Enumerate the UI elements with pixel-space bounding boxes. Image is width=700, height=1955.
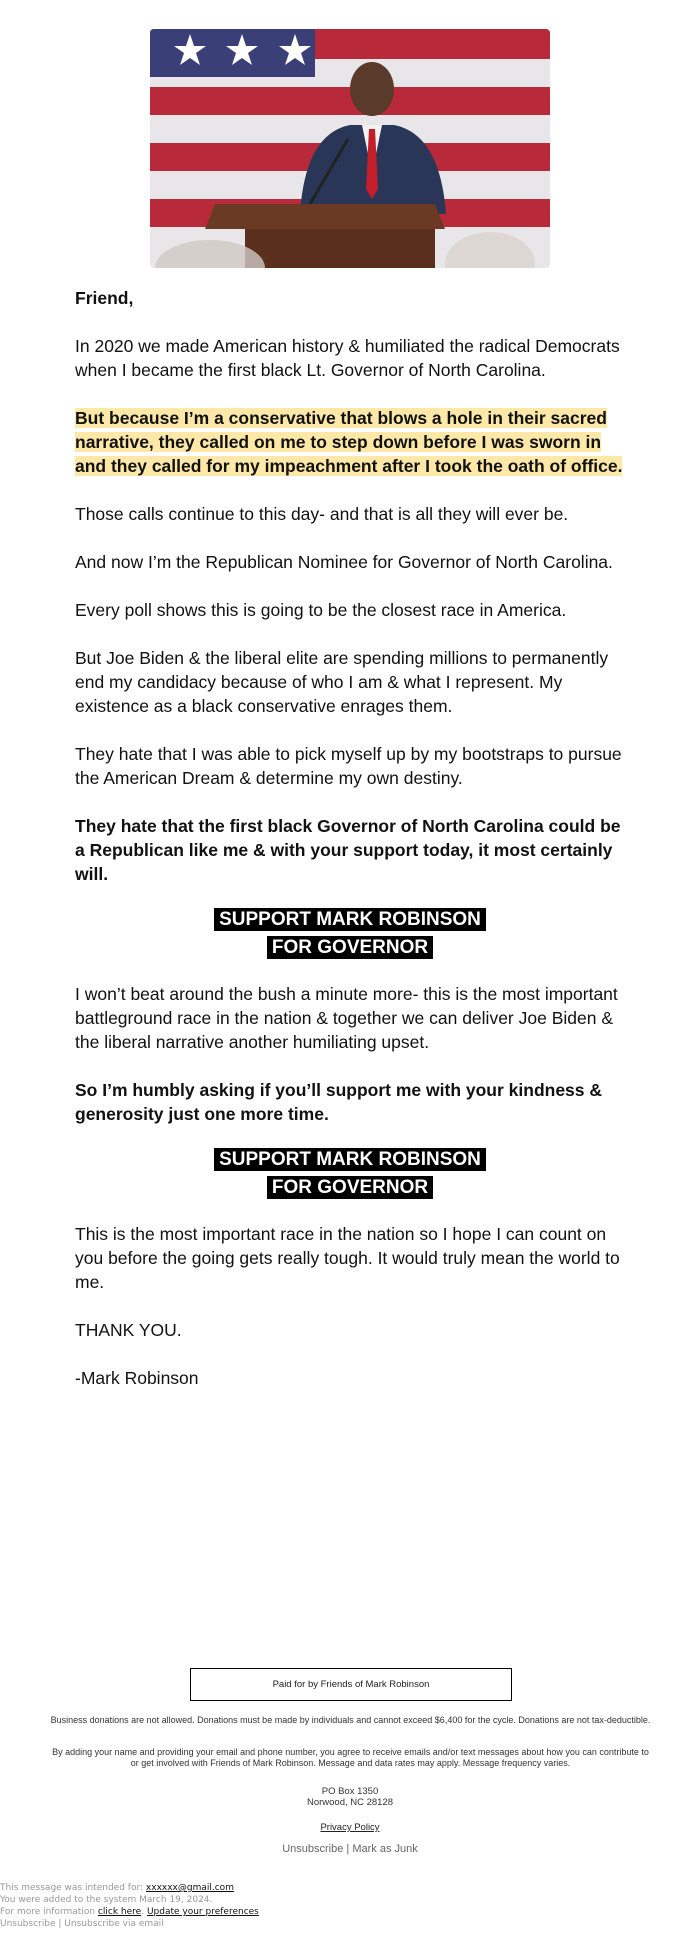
paragraph-8: They hate that the first black Governor of North Carolina could be a Republican like me & with your support today, it most certainly will. — [75, 816, 621, 884]
donation-disclaimer: Business donations are not allowed. Donations must be made by individuals and cannot exceed $6,400 for the cycle. Donations are not tax-deductible. — [50, 1715, 651, 1725]
unsubscribe-via-email[interactable]: Unsubscribe via email — [64, 1919, 164, 1929]
thank-you: THANK YOU. — [75, 1320, 182, 1340]
meta-separator: | — [58, 1919, 62, 1929]
unsubscribe-link[interactable]: Unsubscribe — [282, 1843, 344, 1855]
paragraph-7: They hate that I was able to pick myself up by my bootstraps to pursue the American Dream & determine my own destiny. — [75, 744, 622, 788]
paragraph-1: In 2020 we made American history & humiliated the radical Democrats when I became the first black Lt. Governor of North Carolina. — [75, 336, 620, 380]
email-body — [75, 286, 630, 1390]
paragraph-10: So I’m humbly asking if you’ll support me with your kindness & generosity just one more time. — [75, 1080, 603, 1124]
paragraph-11: This is the most important race in the nation so I hope I can count on you before the going gets really tough. It would truly mean the world to me. — [75, 1224, 620, 1292]
click-here-link[interactable]: click here — [97, 1907, 142, 1917]
paragraph-9: I won’t beat around the bush a minute more- this is the most important battleground race in the nation & together we can deliver Joe Biden & the liberal narrative another humiliating upset. — [75, 984, 618, 1052]
paid-for-text: Paid for by Friends of Mark Robinson — [272, 1679, 430, 1690]
period: . — [141, 1907, 145, 1917]
cta-line-2: FOR GOVERNOR — [267, 1176, 433, 1199]
consent-disclaimer: By adding your name and providing your email and phone number, you agree to receive emails and/or text messages about how you can contribute to or get involved with Friends of Mark Robinson. Message and data rates may apply. Message frequency varies. — [52, 1747, 649, 1768]
hero-image — [150, 29, 550, 268]
cta-container-1 — [75, 906, 625, 962]
intended-for-line — [0, 1882, 259, 1894]
cta-line-2: FOR GOVERNOR — [267, 936, 433, 959]
separator: | — [346, 1843, 350, 1855]
cta-line-1: SUPPORT MARK ROBINSON — [214, 908, 486, 931]
paragraph-4: And now I’m the Republican Nominee for Governor of North Carolina. — [75, 552, 613, 572]
update-preferences-link[interactable]: Update your preferences — [146, 1907, 259, 1917]
unsubscribe-meta-line — [0, 1918, 259, 1930]
added-date: You were added to the system March 19, 2024. — [0, 1895, 213, 1905]
recipient-email-link[interactable]: xxxxxx@gmail.com — [145, 1883, 234, 1893]
highlighted-text: But because I’m a conservative that blows a hole in their sacred narrative, they called on me to step down before I was sworn in and they called for my impeachment after I took the oath of office. — [75, 408, 623, 476]
signature: -Mark Robinson — [75, 1368, 199, 1388]
privacy-policy-link[interactable]: Privacy Policy — [320, 1822, 380, 1833]
paid-for-box — [190, 1668, 512, 1701]
system-meta — [0, 1882, 259, 1930]
intended-prefix: This message was intended for: — [0, 1883, 144, 1893]
privacy-row — [0, 1822, 700, 1833]
paragraph-6: But Joe Biden & the liberal elite are spending millions to permanently end my candidacy because of who I am & what I represent. My existence as a black conservative enrages them. — [75, 648, 609, 716]
support-button-2[interactable] — [214, 1146, 486, 1202]
address-line-2: Norwood, NC 28128 — [306, 1797, 394, 1808]
cta-container-2 — [75, 1146, 625, 1202]
paragraph-3: Those calls continue to this day- and that is all they will ever be. — [75, 504, 569, 524]
support-button-1[interactable] — [214, 906, 486, 962]
unsubscribe-row — [0, 1843, 700, 1855]
paragraph-5: Every poll shows this is going to be the closest race in America. — [75, 600, 567, 620]
address-line-1: PO Box 1350 — [321, 1786, 379, 1797]
mark-as-junk-link[interactable]: Mark as Junk — [352, 1843, 418, 1855]
paragraph-2-highlighted — [75, 406, 630, 478]
more-info-line — [0, 1906, 259, 1918]
speaker-at-podium-illustration — [150, 29, 550, 268]
unsubscribe-meta[interactable]: Unsubscribe — [0, 1919, 56, 1929]
greeting: Friend, — [75, 288, 134, 308]
cta-line-1: SUPPORT MARK ROBINSON — [214, 1148, 486, 1171]
more-info-prefix: For more information — [0, 1907, 96, 1917]
